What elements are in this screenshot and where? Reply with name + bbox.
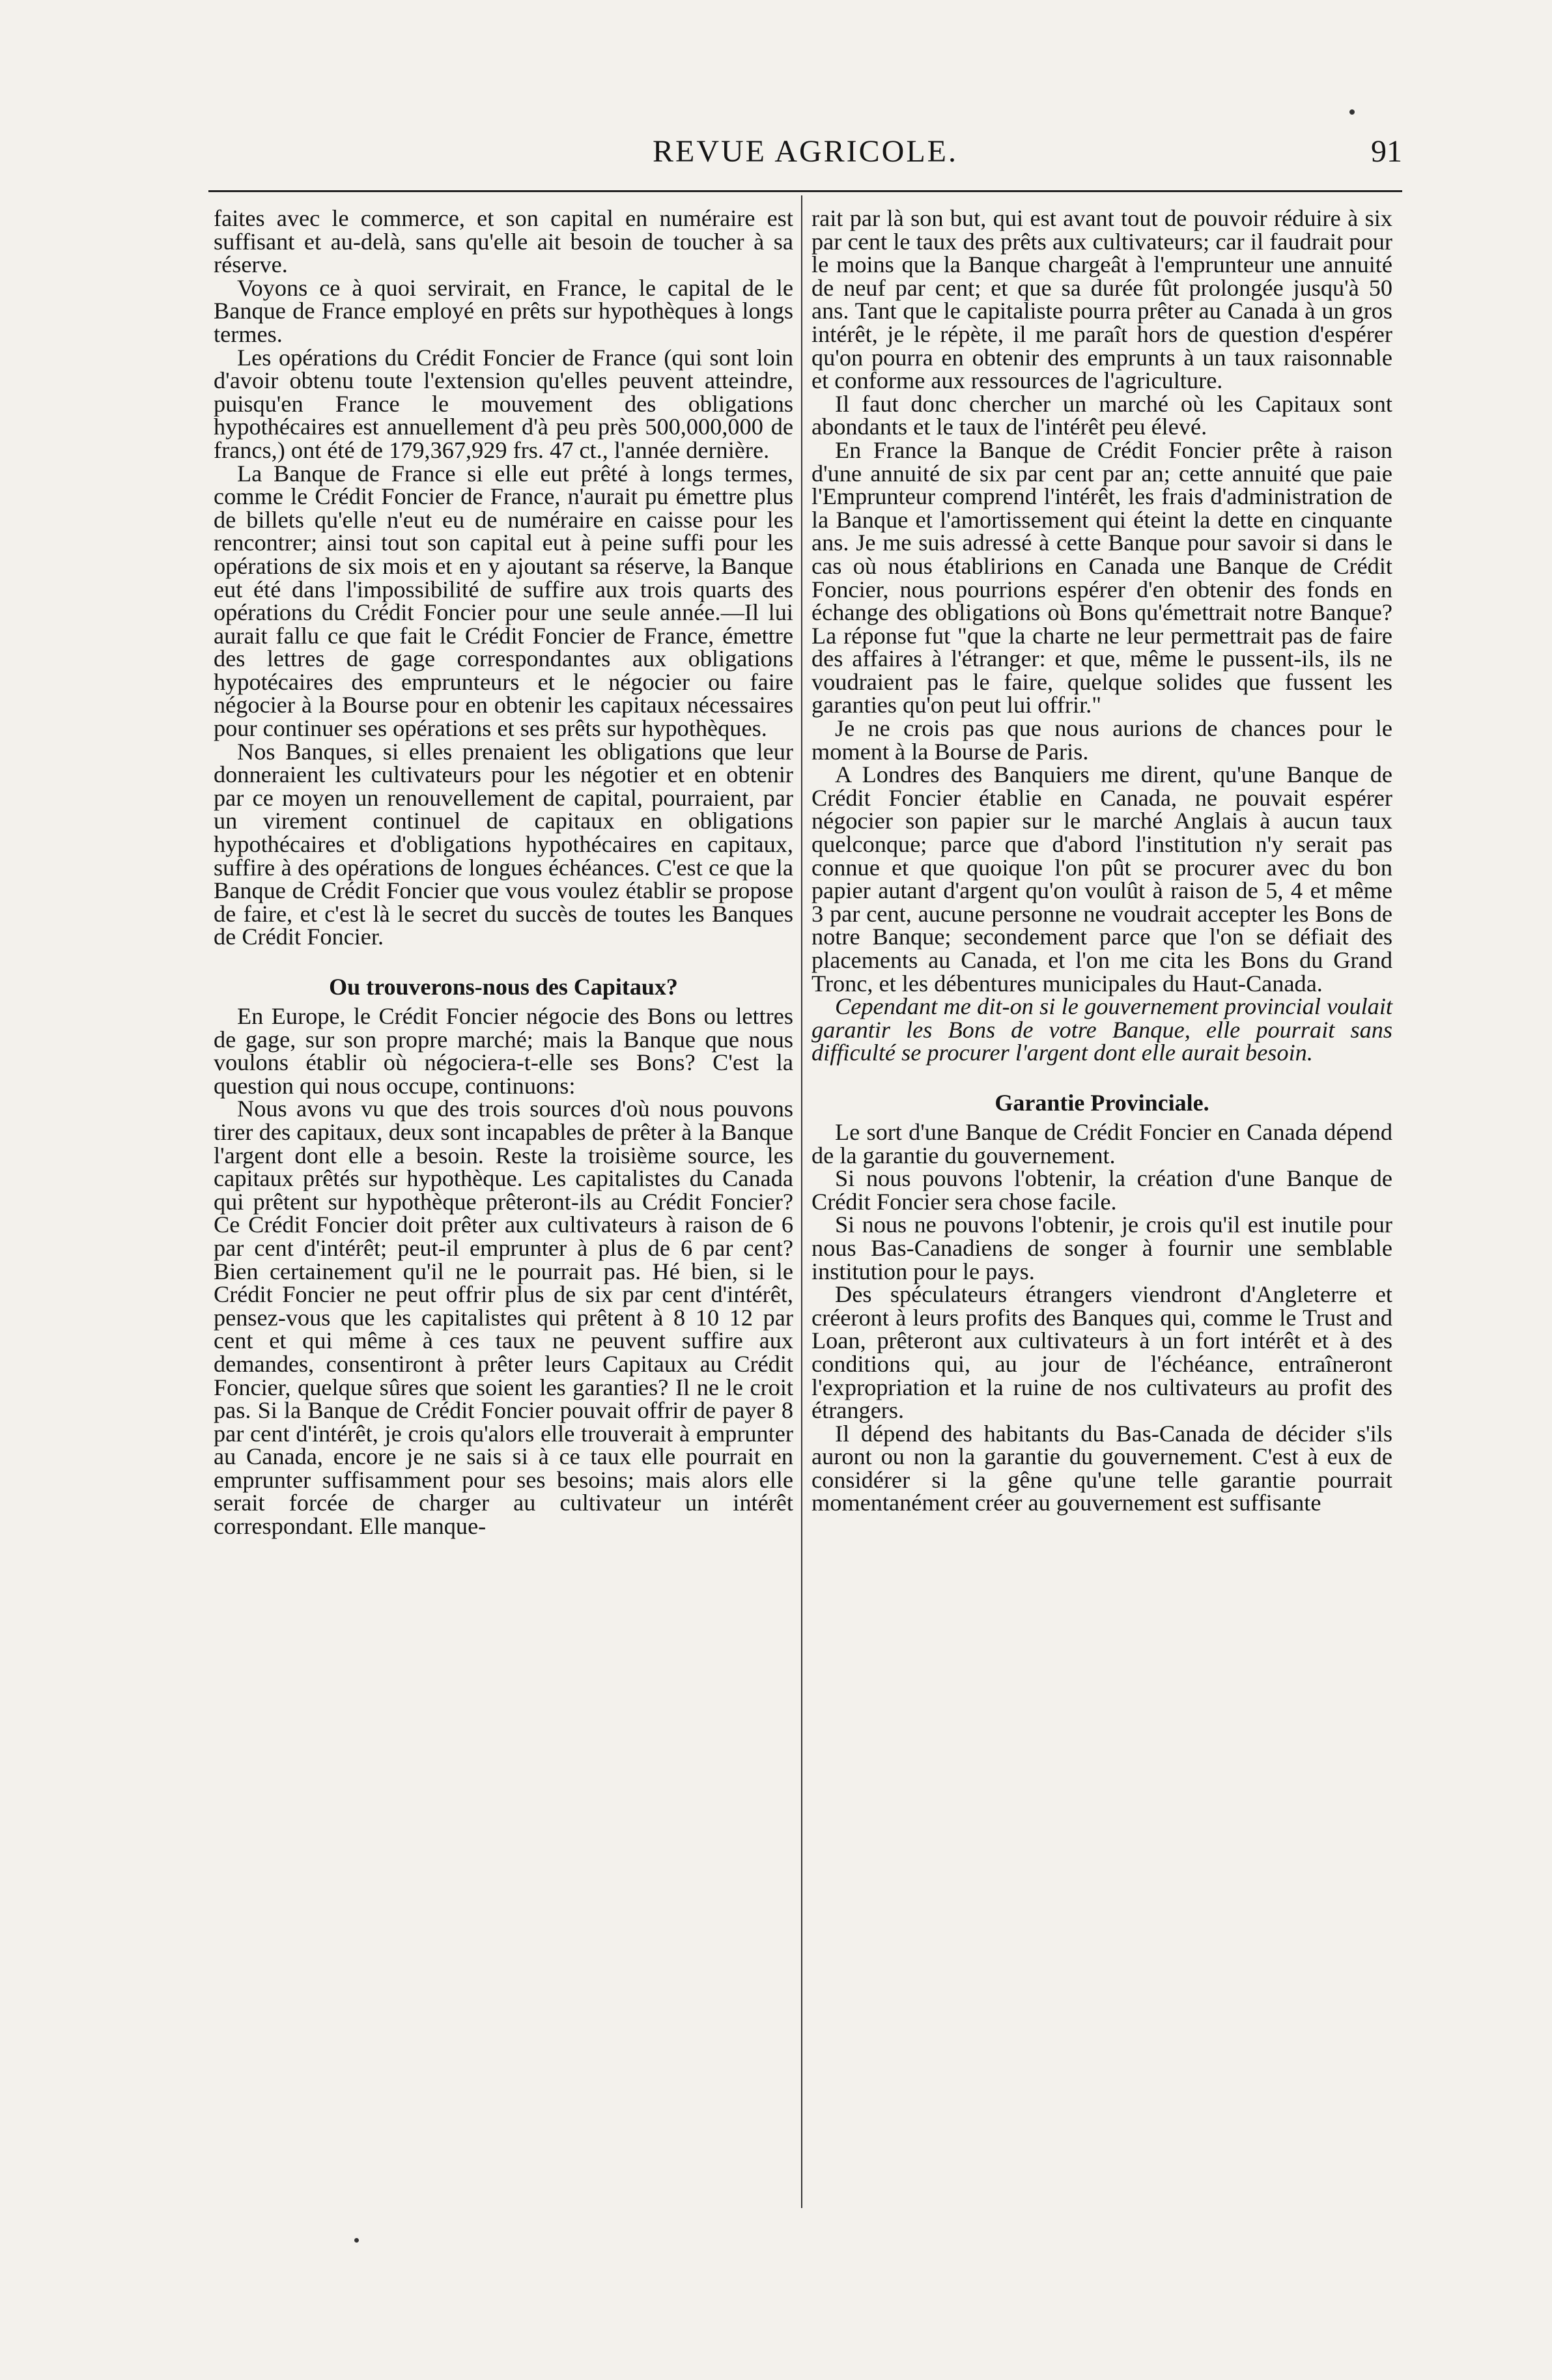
section-heading: Ou trouverons-nous des Capitaux? xyxy=(329,974,678,1000)
column-divider xyxy=(801,195,802,2208)
running-title: REVUE AGRICOLE. xyxy=(653,134,958,169)
page-number: 91 xyxy=(1371,134,1402,169)
section-heading: Garantie Provinciale. xyxy=(995,1089,1209,1116)
paragraph: En France la Banque de Crédit Foncier prête à raison d'une annuité de six par cent par an; cette annuité que paie l'Emprunteur comprend l'intérêt, les frais d'administration de la Banque et l'amortissement qui éteint la dette en cinquante ans. Je me suis adressé à cette Banque pour savoir si dans le cas où nous établirions en Canada une Banque de Crédit Foncier, nous pourrions espérer d'en obtenir des fonds en échange des obligations où Bons qu'émettrait notre Banque? La réponse fut "que la charte ne leur permettrait pas de faire des affaires à l'étranger: et que, même le pussent-ils, ils ne voudraient pas le faire, quelque solides que fussent les garanties qu'on peut lui offrir." xyxy=(811,436,1392,718)
paragraph: Les opérations du Crédit Foncier de France (qui sont loin d'avoir obtenu toute l'extension qu'elles peuvent atteindre, puisqu'en France le mouvement des obligations hypothécaires est annuellement d'à peu près 500,000,000 de francs,) ont été de 179,367,929 frs. 47 ct., l'année dernière. xyxy=(214,344,793,463)
ink-speck xyxy=(354,2238,359,2243)
paragraph: Il dépend des habitants du Bas-Canada de décider s'ils auront ou non la garantie du gouvernement. C'est à eux de considérer si la gêne qu'une telle garantie pourrait momentanément créer au gouvernement est suffisante xyxy=(811,1420,1392,1516)
ink-speck xyxy=(1349,109,1355,115)
header-rule xyxy=(208,190,1402,192)
right-column xyxy=(811,207,1392,1515)
paragraph: Des spéculateurs étrangers viendront d'Angleterre et créeront à leurs profits des Banques qui, comme le Trust and Loan, prêteront aux cultivateurs à un fort intérêt et à des conditions qui, au jour de l'échéance, entraîneront l'expropriation et la ruine de nos cultivateurs au profit des étrangers. xyxy=(811,1281,1392,1424)
paragraph: Nous avons vu que des trois sources d'où nous pouvons tirer des capitaux, deux sont incapables de prêter à la Banque l'argent dont elle a besoin. Reste la troisième source, les capitaux prêtés sur hypothèque. Les capitalistes du Canada qui prêtent sur hypothèque prêteront-ils au Crédit Foncier? Ce Crédit Foncier doit prêter aux cultivateurs à raison de 6 par cent d'intérêt; peut-il emprunter à plus de 6 par cent? Bien certainement qu'il ne le pourrait pas. Hé bien, si le Crédit Foncier ne peut offrir plus de six par cent d'intérêt, pensez-vous que les capitalistes qui prêtent à 8 10 12 par cent et qui même à ces taux ne peuvent suffire aux demandes, consentiront à prêter leurs Capitaux au Crédit Foncier, quelque sûres que soient les garanties? Il ne le croit pas. Si la Banque de Crédit Foncier pouvait offrir de payer 8 par cent d'intérêt, je crois qu'alors elle trouverait à emprunter au Canada, encore je ne sais si à ce taux elle pourrait en emprunter suffisamment pour ses besoins; mais alors elle serait forcée de charger au cultivateur un intérêt correspondant. Elle manque- xyxy=(214,1096,793,1540)
page-header xyxy=(208,134,1402,186)
paragraph: En Europe, le Crédit Foncier négocie des Bons ou lettres de gage, sur son propre marché; mais la Banque que nous voulons établir où négociera-t-elle ses Bons? C'est la question qui nous occupe, continuons: xyxy=(214,1003,793,1099)
paragraph: A Londres des Banquiers me dirent, qu'une Banque de Crédit Foncier établie en Canada, ne pouvait espérer négocier son papier sur le marché Anglais à aucun taux quelconque; parce que d'abord l'institution n'y serait pas connue et que quoique l'on pût se procurer avec du bon papier autant d'argent qu'on voulût à raison de 5, 4 et même 3 par cent, aucune personne ne voudrait accepter les Bons de notre Banque; secondement parce que l'on se défiait des placements au Canada, et l'on me cita les Bons du Grand Tronc, et les débentures municipales du Haut-Canada. xyxy=(811,761,1392,997)
paragraph: Si nous pouvons l'obtenir, la création d'une Banque de Crédit Foncier sera chose facile. xyxy=(811,1165,1392,1215)
paragraph: Voyons ce à quoi servirait, en France, le capital de le Banque de France employé en prêts sur hypothèques à longs termes. xyxy=(214,274,793,347)
italic-paragraph: Cependant me dit-on si le gouvernement provincial voulait garantir les Bons de votre Banque, elle pourrait sans difficulté se procurer l'argent dont elle aurait besoin. xyxy=(811,993,1392,1066)
paragraph: faites avec le commerce, et son capital en numéraire est suffisant et au-delà, sans qu'elle ait besoin de toucher à sa réserve. xyxy=(214,205,793,278)
left-column xyxy=(214,207,793,1538)
paragraph: rait par là son but, qui est avant tout de pouvoir réduire à six par cent le taux des prêts aux cultivateurs; car il faudrait pour le moins que la Banque chargeât à l'emprunteur une annuité de neuf par cent; et que sa durée fût prolongée jusqu'à 50 ans. Tant que le capitaliste pourra prêter au Canada à un gros intérêt, je le répète, il me paraît hors de question d'espérer qu'on pourra en obtenir des emprunts à un taux raisonnable et conforme aux ressources de l'agriculture. xyxy=(811,205,1392,394)
paragraph: Je ne crois pas que nous aurions de chances pour le moment à la Bourse de Paris. xyxy=(811,715,1392,765)
paragraph: Il faut donc chercher un marché où les Capitaux sont abondants et le taux de l'intérêt peu élevé. xyxy=(811,390,1392,440)
paragraph: Si nous ne pouvons l'obtenir, je crois qu'il est inutile pour nous Bas-Canadiens de songer à fournir une semblable institution pour le pays. xyxy=(811,1211,1392,1284)
paragraph: Nos Banques, si elles prenaient les obligations que leur donneraient les cultivateurs pour les négotier et en obtenir par ce moyen un renouvellement de capital, pourraient, par un virement continuel de capitaux en obligations hypothécaires et d'obligations hypothécaires en capitaux, suffire à des opérations de longues échéances. C'est ce que la Banque de Crédit Foncier que vous voulez établir se propose de faire, et c'est là le secret du succès de toutes les Banques de Crédit Foncier. xyxy=(214,738,793,950)
paragraph: Le sort d'une Banque de Crédit Foncier en Canada dépend de la garantie du gouvernement. xyxy=(811,1118,1392,1169)
paragraph: La Banque de France si elle eut prêté à longs termes, comme le Crédit Foncier de France, n'aurait pu émettre plus de billets qu'elle n'eut eu de numéraire en caisse pour les rencontrer; ainsi tout son capital eut à peine suffi pour les opérations de six mois et en y ajoutant sa réserve, la Banque eut été dans l'impossibilité de suffire aux trois quarts des opérations du Crédit Foncier pour une seule année.—Il lui aurait fallu ce que fait le Crédit Foncier de France, émettre des lettres de gage correspondantes aux obligations hypotécaires des emprunteurs et le négocier ou faire négocier à la Bourse pour en obtenir les capitaux nécessaires pour continuer ses opérations et ses prêts sur hypothèques. xyxy=(214,460,793,742)
